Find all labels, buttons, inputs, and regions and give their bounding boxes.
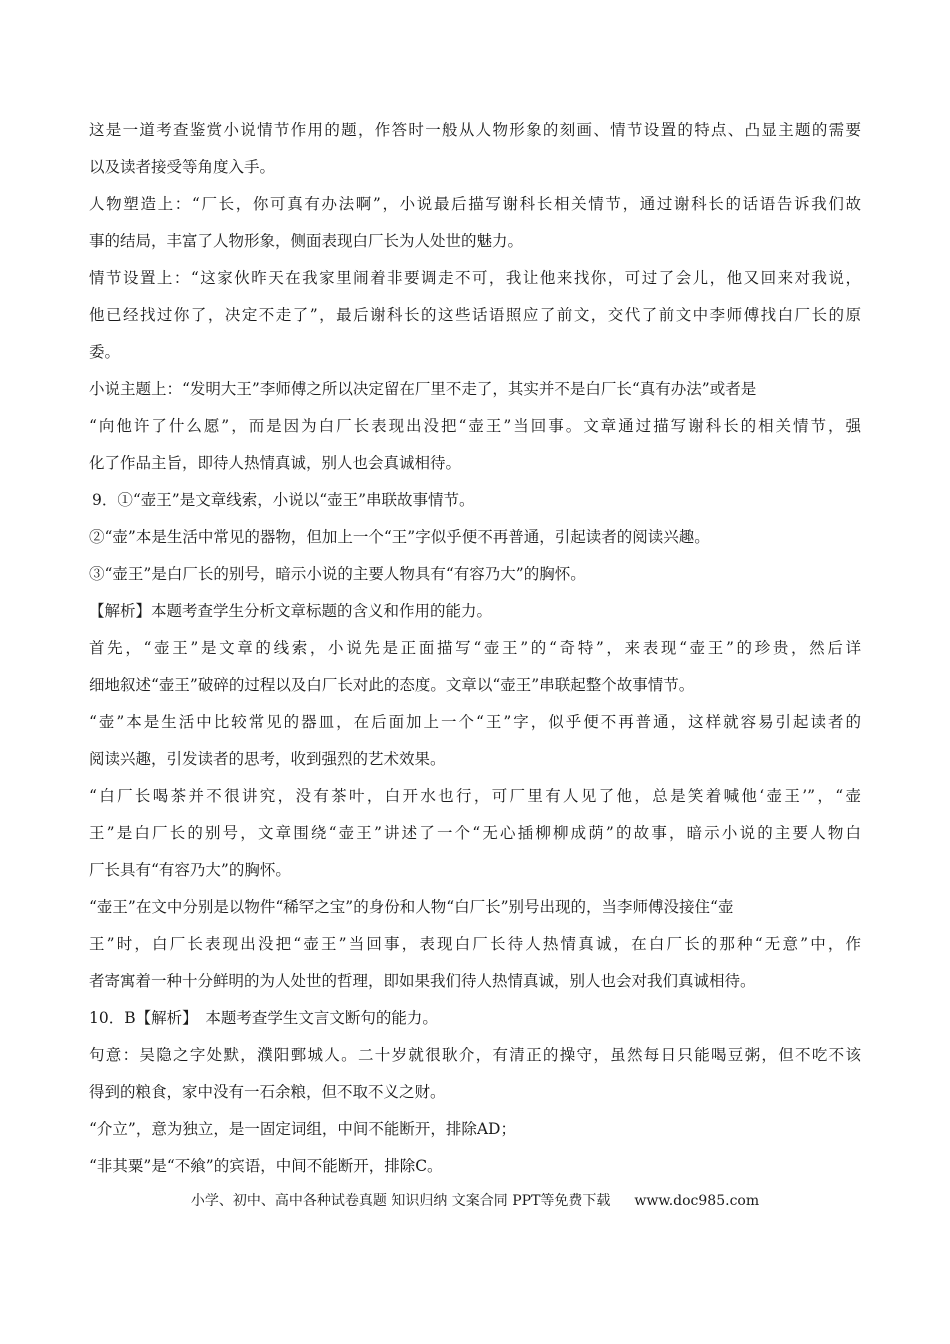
text-line: 人物塑造上：“厂长，你可真有办法啊”，小说最后描写谢科长相关情节，通过谢科长的话语告诉我们故 [89,195,861,213]
text-line: 者寄寓着一种十分鲜明的为人处世的哲理，即如果我们待人热情真诚，别人也会对我们真诚相待。 [89,972,756,990]
footer-url[interactable]: www.doc985.com [634,1193,760,1209]
text-line: 【解析】本题考查学生分析文章标题的含义和作用的能力。 [89,602,493,620]
text-line: 小说主题上：“发明大王”李师傅之所以决定留在厂里不走了，其实并不是白厂长“真有办法”或者是 [89,380,757,398]
footer-text: 小学、初中、高中各种试卷真题 知识归纳 文案合同 PPT等免费下载 [190,1193,611,1209]
text-line: 王”时，白厂长表现出没把“壶王”当回事，表现白厂长待人热情真诚，在白厂长的那种“无意”中，作 [89,935,861,953]
text-line: 厂长具有“有容乃大”的胸怀。 [89,861,291,879]
text-line: 首先，“壶王”是文章的线索，小说先是正面描写“壶王”的“奇特”，来表现“壶王”的珍贵，然后详 [89,639,861,657]
text-line: 以及读者接受等角度入手。 [89,158,276,176]
text-line: “介立”，意为独立，是一固定词组，中间不能断开，排除AD； [89,1120,516,1138]
text-line: “壶”本是生活中比较常见的器皿，在后面加上一个“王”字，似乎便不再普通，这样就容易引起读者的 [89,713,861,731]
text-line: 细地叙述“壶王”破碎的过程以及白厂长对此的态度。文章以“壶王”串联起整个故事情节。 [89,676,695,694]
text-line: 句意：吴隐之字处默，濮阳鄄城人。二十岁就很耿介，有清正的操守，虽然每日只能喝豆粥，但不吃不该 [89,1046,861,1064]
text-line: ③“壶王”是白厂长的别号，暗示小说的主要人物具有“有容乃大”的胸怀。 [89,565,586,583]
text-line: 他已经找过你了，决定不走了”，最后谢科长的这些话语照应了前文，交代了前文中李师傅找白厂长的原 [89,306,861,324]
page-footer [0,1191,950,1211]
text-line: “白厂长喝茶并不很讲究，没有茶叶，白开水也行，可厂里有人见了他，总是笑着喊他‘壶王’”，“壶 [89,787,861,805]
text-line: 化了作品主旨，即待人热情真诚，别人也会真诚相待。 [89,454,462,472]
text-line: ②“壶”本是生活中常见的器物，但加上一个“王”字似乎便不再普通，引起读者的阅读兴趣。 [89,528,710,546]
text-line: “壶王”在文中分别是以物件“稀罕之宝”的身份和人物“白厂长”别号出现的，当李师傅没接住“壶 [89,898,734,916]
text-line: 这是一道考查鉴赏小说情节作用的题，作答时一般从人物形象的刻画、情节设置的特点、凸显主题的需要 [89,121,861,139]
text-line: 委。 [89,343,121,361]
text-line: “非其粟”是“不飨”的宾语，中间不能断开，排除C。 [89,1157,443,1175]
text-line: 9．①“壶王”是文章线索，小说以“壶王”串联故事情节。 [92,491,475,509]
text-line: 王”是白厂长的别号，文章围绕“壶王”讲述了一个“无心插柳柳成荫”的故事，暗示小说的主要人物白 [89,824,861,842]
text-line: 情节设置上：“这家伙昨天在我家里闹着非要调走不可，我让他来找你，可过了会儿，他又回来对我说， [89,269,861,287]
text-line: “向他许了什么愿”，而是因为白厂长表现出没把“壶王”当回事。文章通过描写谢科长的相关情节，强 [89,417,861,435]
text-line: 得到的粮食，家中没有一石余粮，但不取不义之财。 [89,1083,446,1101]
document-body [89,112,861,1185]
text-line: 事的结局，丰富了人物形象，侧面表现白厂长为人处世的魅力。 [89,232,524,250]
text-line: 10．B【解析】 本题考查学生文言文断句的能力。 [89,1009,438,1027]
text-line: 阅读兴趣，引发读者的思考，收到强烈的艺术效果。 [89,750,446,768]
